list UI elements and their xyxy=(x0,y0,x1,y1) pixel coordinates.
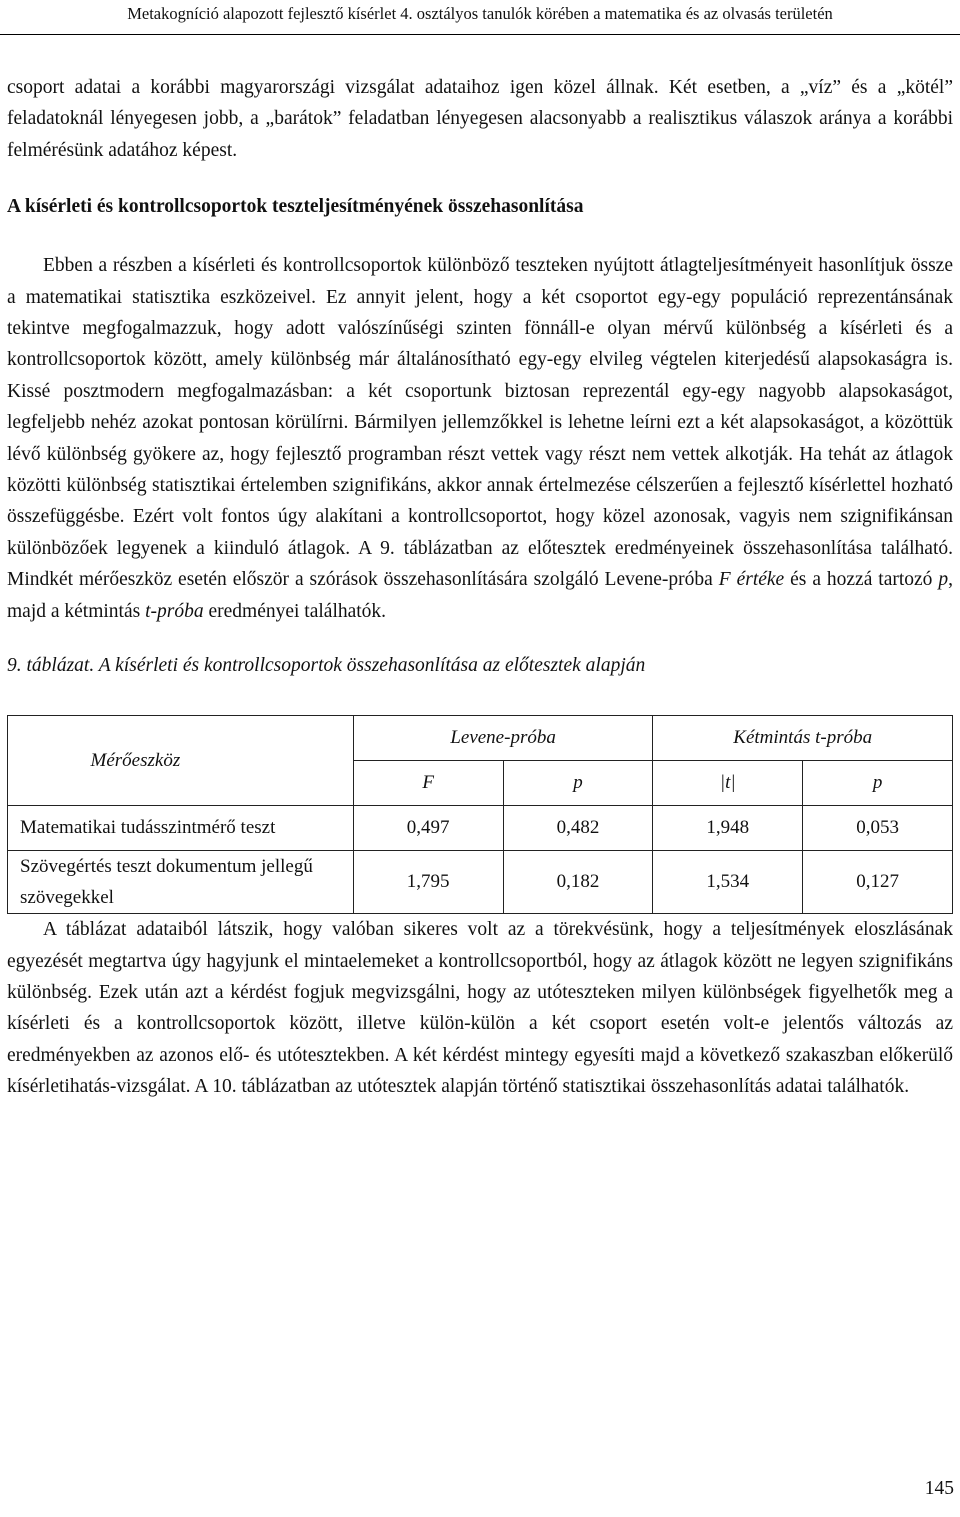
row-label: Szövegértés teszt dokumentum jellegű szövegekkel xyxy=(8,851,354,914)
table-header-row-1 xyxy=(8,716,953,761)
sub-header-f: F xyxy=(353,761,503,806)
page-number: 145 xyxy=(924,1478,954,1499)
body-text-part1: Ebben a részben a kísérleti és kontrollcsoportok különböző teszteken nyújtott átlagteljesítményeit hasonlítjuk össze a matematikai statisztika eszközeivel. Ez annyit jelent, hogy a két csoportot egy-egy populáció reprezentánsának tekintve megfogalmazzuk, hogy adott valószínűségi szinten fönnáll-e olyan mérvű különbség a kísérleti és a kontrollcsoportok között, amely különbség már általánosítható egy-egy elvileg végtelen kiterjedésű alapsokaságra is. Kissé posztmodern megfogalmazásban: a két csoportunk biztosan reprezentál egy-egy nagyobb alapsokaságot, legfeljebb nehéz azokat pontosan körülírni. Bármilyen jellemzőkkel is lehetne leírni ezt a két alapsokaságot, a közöttük lévő különbség gyökere az, hogy fejlesztő programban részt vettek vagy részt nem vettek alkotják. Ha tehát az átlagok közötti különbség statisztikai értelemben szignifikáns, akkor annak értelmezése célszerűen a fejlesztő kísérlettel hozható összefüggésbe. Ezért volt fontos úgy alakítani a kontrollcsoportot, hogy közel azonosak, vagyis nem szignifikánsan különbözőek legyenek a kiinduló átlagok. A 9. táblázatban az előtesztek eredményeinek összehasonlítása található. Mindkét mérőeszköz esetén először a szórások összehasonlítására szolgáló Levene-próba xyxy=(7,255,953,591)
cell-f: 1,795 xyxy=(353,851,503,914)
body-text-part3: , majd a kétmintás xyxy=(7,569,953,622)
cell-p1: 0,182 xyxy=(503,851,653,914)
t-probe-term: t-próba xyxy=(145,600,204,622)
cell-p1: 0,482 xyxy=(503,806,653,851)
table-row xyxy=(8,851,953,914)
body-text-part2: és a hozzá tartozó xyxy=(784,569,939,591)
f-value-term: F értéke xyxy=(718,569,785,591)
ttest-header: Kétmintás t-próba xyxy=(653,716,953,761)
body-paragraph xyxy=(7,250,953,627)
measure-header: Mérőeszköz xyxy=(8,716,354,806)
cell-t: 1,534 xyxy=(653,851,803,914)
intro-paragraph: csoport adatai a korábbi magyarországi vizsgálat adataihoz igen közel állnak. Két esetben, a „víz” és a „kötél” feladatoknál lényegesen jobb, a „barátok” feladatban lényegesen alacsonyabb a realisztikus válaszok aránya a korábbi felmérésünk adatához képest. xyxy=(7,77,953,161)
table-caption: 9. táblázat. A kísérleti és kontrollcsoportok összehasonlítása az előtesztek alapján xyxy=(7,655,646,677)
section-title: A kísérleti és kontrollcsoportok teszteljesítményének összehasonlítása xyxy=(7,196,584,218)
sub-header-p1: p xyxy=(503,761,653,806)
sub-header-t: |t| xyxy=(653,761,803,806)
body-text-part4: eredményei találhatók. xyxy=(203,600,387,622)
row-label: Matematikai tudásszintmérő teszt xyxy=(8,806,354,851)
p-term: p xyxy=(938,569,949,591)
cell-p2: 0,127 xyxy=(803,851,953,914)
cell-f: 0,497 xyxy=(353,806,503,851)
table-row xyxy=(8,806,953,851)
running-header-text: Metakogníció alapozott fejlesztő kísérlet 4. osztályos tanulók körében a matematika és az olvasás területén xyxy=(127,4,833,23)
running-header xyxy=(0,0,960,35)
sub-header-p2: p xyxy=(803,761,953,806)
page-body xyxy=(7,72,953,1103)
closing-paragraph: A táblázat adataiból látszik, hogy valóban sikeres volt az a törekvésünk, hogy a teljesítmények eloszlásának egyezését megtartva úgy hagyjunk el mintaelemeket a kontrollcsoportból, hogy az átlagok között ne legyen szignifikáns különbség. Ezek után azt a kérdést fogjuk megvizsgálni, hogy az utóteszteken milyen különbségek figyelhetők meg a kísérleti és a kontrollcsoportok között, illetve külön-külön a két csoport esetén volt-e jelentős változás az eredményekben az azonos elő- és utótesztekben. A két kérdést mintegy egyesíti majd a következő szakaszban előkerülő kísérletihatás-vizsgálat. A 10. táblázatban az utótesztek alapján történő statisztikai összehasonlítás adatai találhatók. xyxy=(7,919,953,1098)
cell-p2: 0,053 xyxy=(803,806,953,851)
results-table xyxy=(7,715,953,914)
cell-t: 1,948 xyxy=(653,806,803,851)
levene-header: Levene-próba xyxy=(353,716,653,761)
